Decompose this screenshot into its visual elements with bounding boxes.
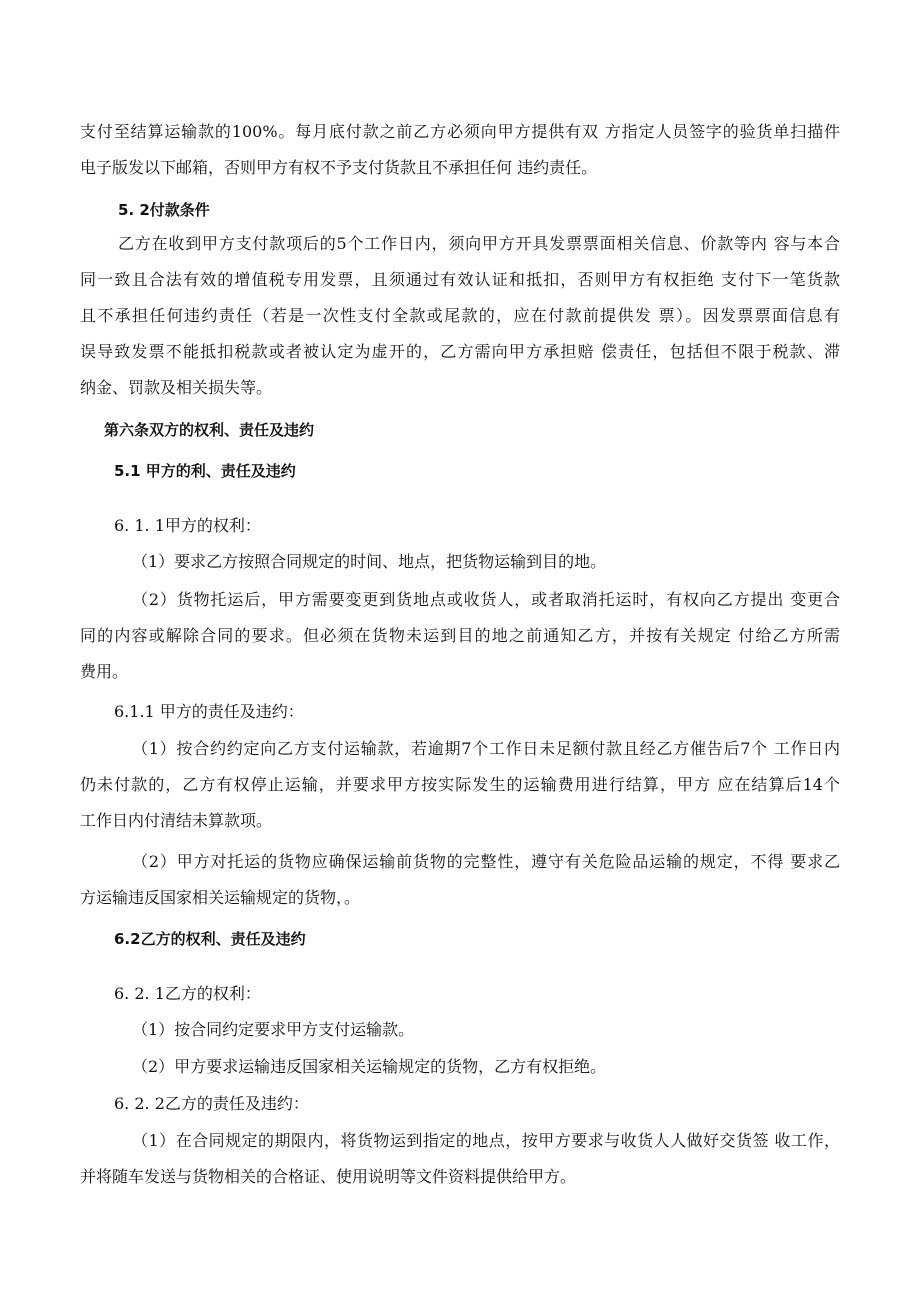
paragraph-line: 方运输违反国家相关运输规定的货物，。 [80, 888, 361, 907]
section-heading: 5. 2付款条件 [118, 201, 210, 219]
subsection-heading: 6. 2. 1乙方的权利： [114, 984, 261, 1003]
paragraph-line: （2）甲方要求运输违反国家相关运输规定的货物，乙方有权拒绝。 [132, 1057, 607, 1076]
paragraph-line: 同的内容或解除合同的要求。但必须在货物未运到目的地之前通知乙方，并按有关规定 付给乙方所需 [80, 626, 840, 645]
paragraph-line: 支付至结算运输款的100%。每月底付款之前乙方必须向甲方提供有双 方指定人员签字的验货单扫描件 [80, 122, 840, 141]
paragraph-line: （2）甲方对托运的货物应确保运输前货物的完整性，遵守有关危险品运输的规定，不得 要求乙 [132, 852, 840, 871]
subsection-heading: 6. 2. 2乙方的责任及违约： [114, 1094, 309, 1113]
paragraph-line: （1）按合约约定向乙方支付运输款，若逾期7个工作日未足额付款且经乙方催告后7个 工作日内 [132, 739, 840, 758]
section-heading: 5.1 甲方的利、责任及违约 [114, 462, 296, 480]
subsection-heading: 6. 1. 1甲方的权利： [114, 516, 261, 535]
section-heading: 6.2乙方的权利、责任及违约 [114, 930, 306, 948]
paragraph-line: 且不承担任何违约责任（若是一次性支付全款或尾款的，应在付款前提供发 票）。因发票票面信息有 [80, 306, 840, 325]
paragraph-line: 费用。 [80, 662, 129, 681]
paragraph-line: 同一致且合法有效的增值税专用发票，且须通过有效认证和抵扣，否则甲方有权拒绝 支付下一笔货款 [80, 270, 840, 289]
paragraph-line: 电子版发以下邮箱，否则甲方有权不予支付货款且不承担任何 违约责任。 [80, 158, 598, 177]
paragraph-line: 误导致发票不能抵扣税款或者被认定为虚开的，乙方需向甲方承担赔 偿责任，包括但不限于税款、滞 [80, 342, 840, 361]
subsection-heading: 6.1.1 甲方的责任及违约： [114, 702, 304, 721]
paragraph-line: （2）货物托运后，甲方需要变更到货地点或收货人，或者取消托运时，有权向乙方提出 变更合 [132, 590, 840, 609]
paragraph-line: 并将随车发送与货物相关的合格证、使用说明等文件资料提供给甲方。 [80, 1167, 577, 1186]
paragraph-line: 仍未付款的，乙方有权停止运输，并要求甲方按实际发生的运输费用进行结算，甲方 应在结算后14个 [80, 775, 840, 794]
paragraph-line: （1）按合同约定要求甲方支付运输款。 [132, 1020, 415, 1039]
paragraph-line: 工作日内付清结未算款项。 [80, 811, 273, 830]
paragraph-line: （1）要求乙方按照合同规定的时间、地点，把货物运输到目的地。 [132, 552, 607, 571]
paragraph-line: （1）在合同规定的期限内，将货物运到指定的地点，按甲方要求与收货人人做好交货签 收工作， [132, 1131, 840, 1150]
paragraph-line: 乙方在收到甲方支付款项后的5个工作日内，须向甲方开具发票票面相关信息、价款等内 容与本合 [118, 234, 840, 253]
article-heading: 第六条双方的权利、责任及违约 [104, 421, 315, 439]
paragraph-line: 纳金、罚款及相关损失等。 [80, 378, 273, 397]
